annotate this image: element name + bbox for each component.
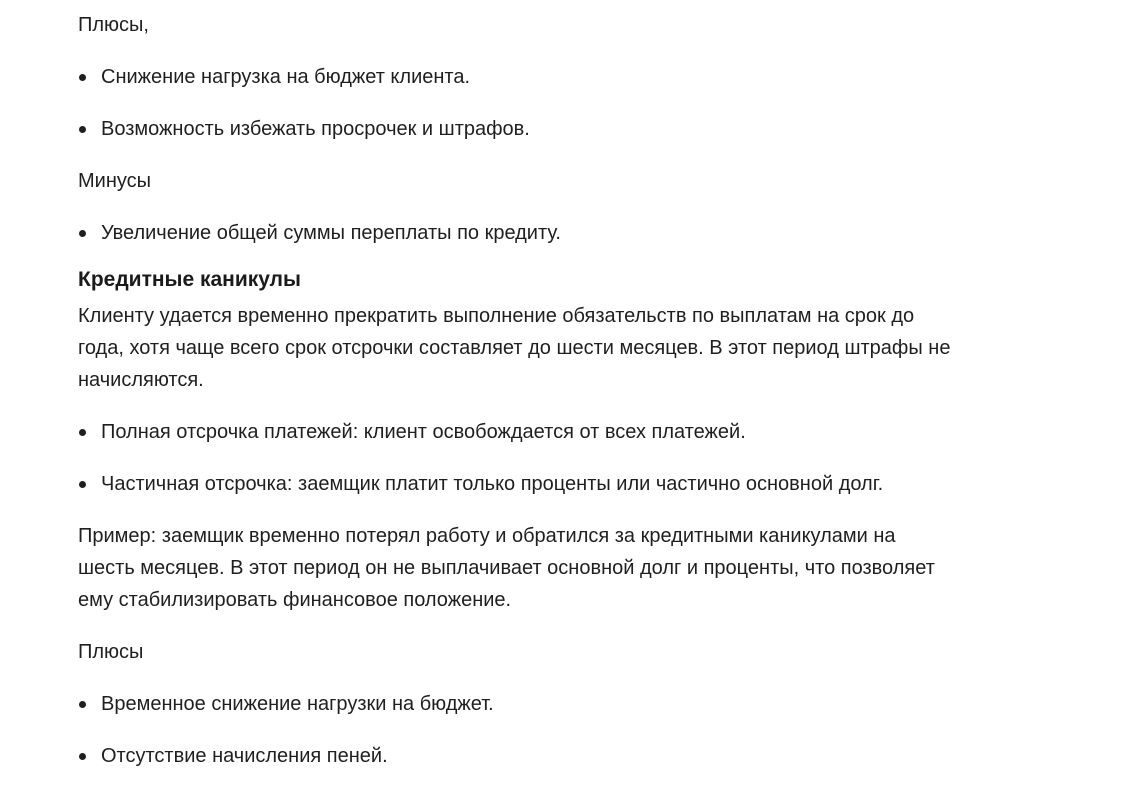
intro-line: Клиенту удается временно прекратить выполнение обязательств по выплатам на срок до — [78, 305, 915, 327]
list-item-text: Возможность избежать просрочек и штрафов. — [101, 118, 530, 140]
list-item-text: Частичная отсрочка: заемщик платит только проценты или частично основной долг. — [101, 473, 884, 495]
bullet-icon — [79, 74, 86, 81]
list-item — [78, 416, 1038, 448]
example-line: ему стабилизировать финансовое положение. — [78, 589, 512, 611]
bullet-icon — [79, 753, 86, 760]
pros-label: Плюсы, — [78, 14, 149, 36]
bullet-icon — [79, 701, 86, 708]
bullet-icon — [79, 126, 86, 133]
example-line: Пример: заемщик временно потерял работу и обратился за кредитными каникулами на — [78, 525, 896, 547]
deferral-types-list — [78, 416, 1038, 500]
bullet-icon — [79, 429, 86, 436]
list-item — [78, 688, 1038, 720]
list-item — [78, 468, 1038, 500]
list-item-text: Отсутствие начисления пеней. — [101, 745, 388, 767]
list-item-text: Увеличение общей суммы переплаты по кредиту. — [101, 222, 561, 244]
section-heading: Кредитные каникулы — [78, 268, 301, 291]
cons-list — [78, 217, 1038, 249]
pros-label: Плюсы — [78, 641, 144, 663]
intro-line: года, хотя чаще всего срок отсрочки составляет до шести месяцев. В этот период штрафы не — [78, 337, 951, 359]
pros-list — [78, 688, 1038, 772]
list-item — [78, 217, 1038, 249]
list-item-text: Снижение нагрузка на бюджет клиента. — [101, 66, 471, 88]
pros-list — [78, 61, 1038, 145]
intro-paragraph — [78, 300, 1038, 396]
bullet-icon — [79, 481, 86, 488]
example-line: шесть месяцев. В этот период он не выплачивает основной долг и проценты, что позволяет — [78, 557, 935, 579]
intro-line: начисляются. — [78, 369, 204, 391]
list-item — [78, 113, 1038, 145]
list-item-text: Временное снижение нагрузки на бюджет. — [101, 693, 494, 715]
list-item — [78, 740, 1038, 772]
bullet-icon — [79, 230, 86, 237]
list-item-text: Полная отсрочка платежей: клиент освобождается от всех платежей. — [101, 421, 746, 443]
list-item — [78, 61, 1038, 93]
example-paragraph — [78, 520, 1038, 616]
article-body — [78, 9, 1038, 772]
cons-label: Минусы — [78, 170, 152, 192]
